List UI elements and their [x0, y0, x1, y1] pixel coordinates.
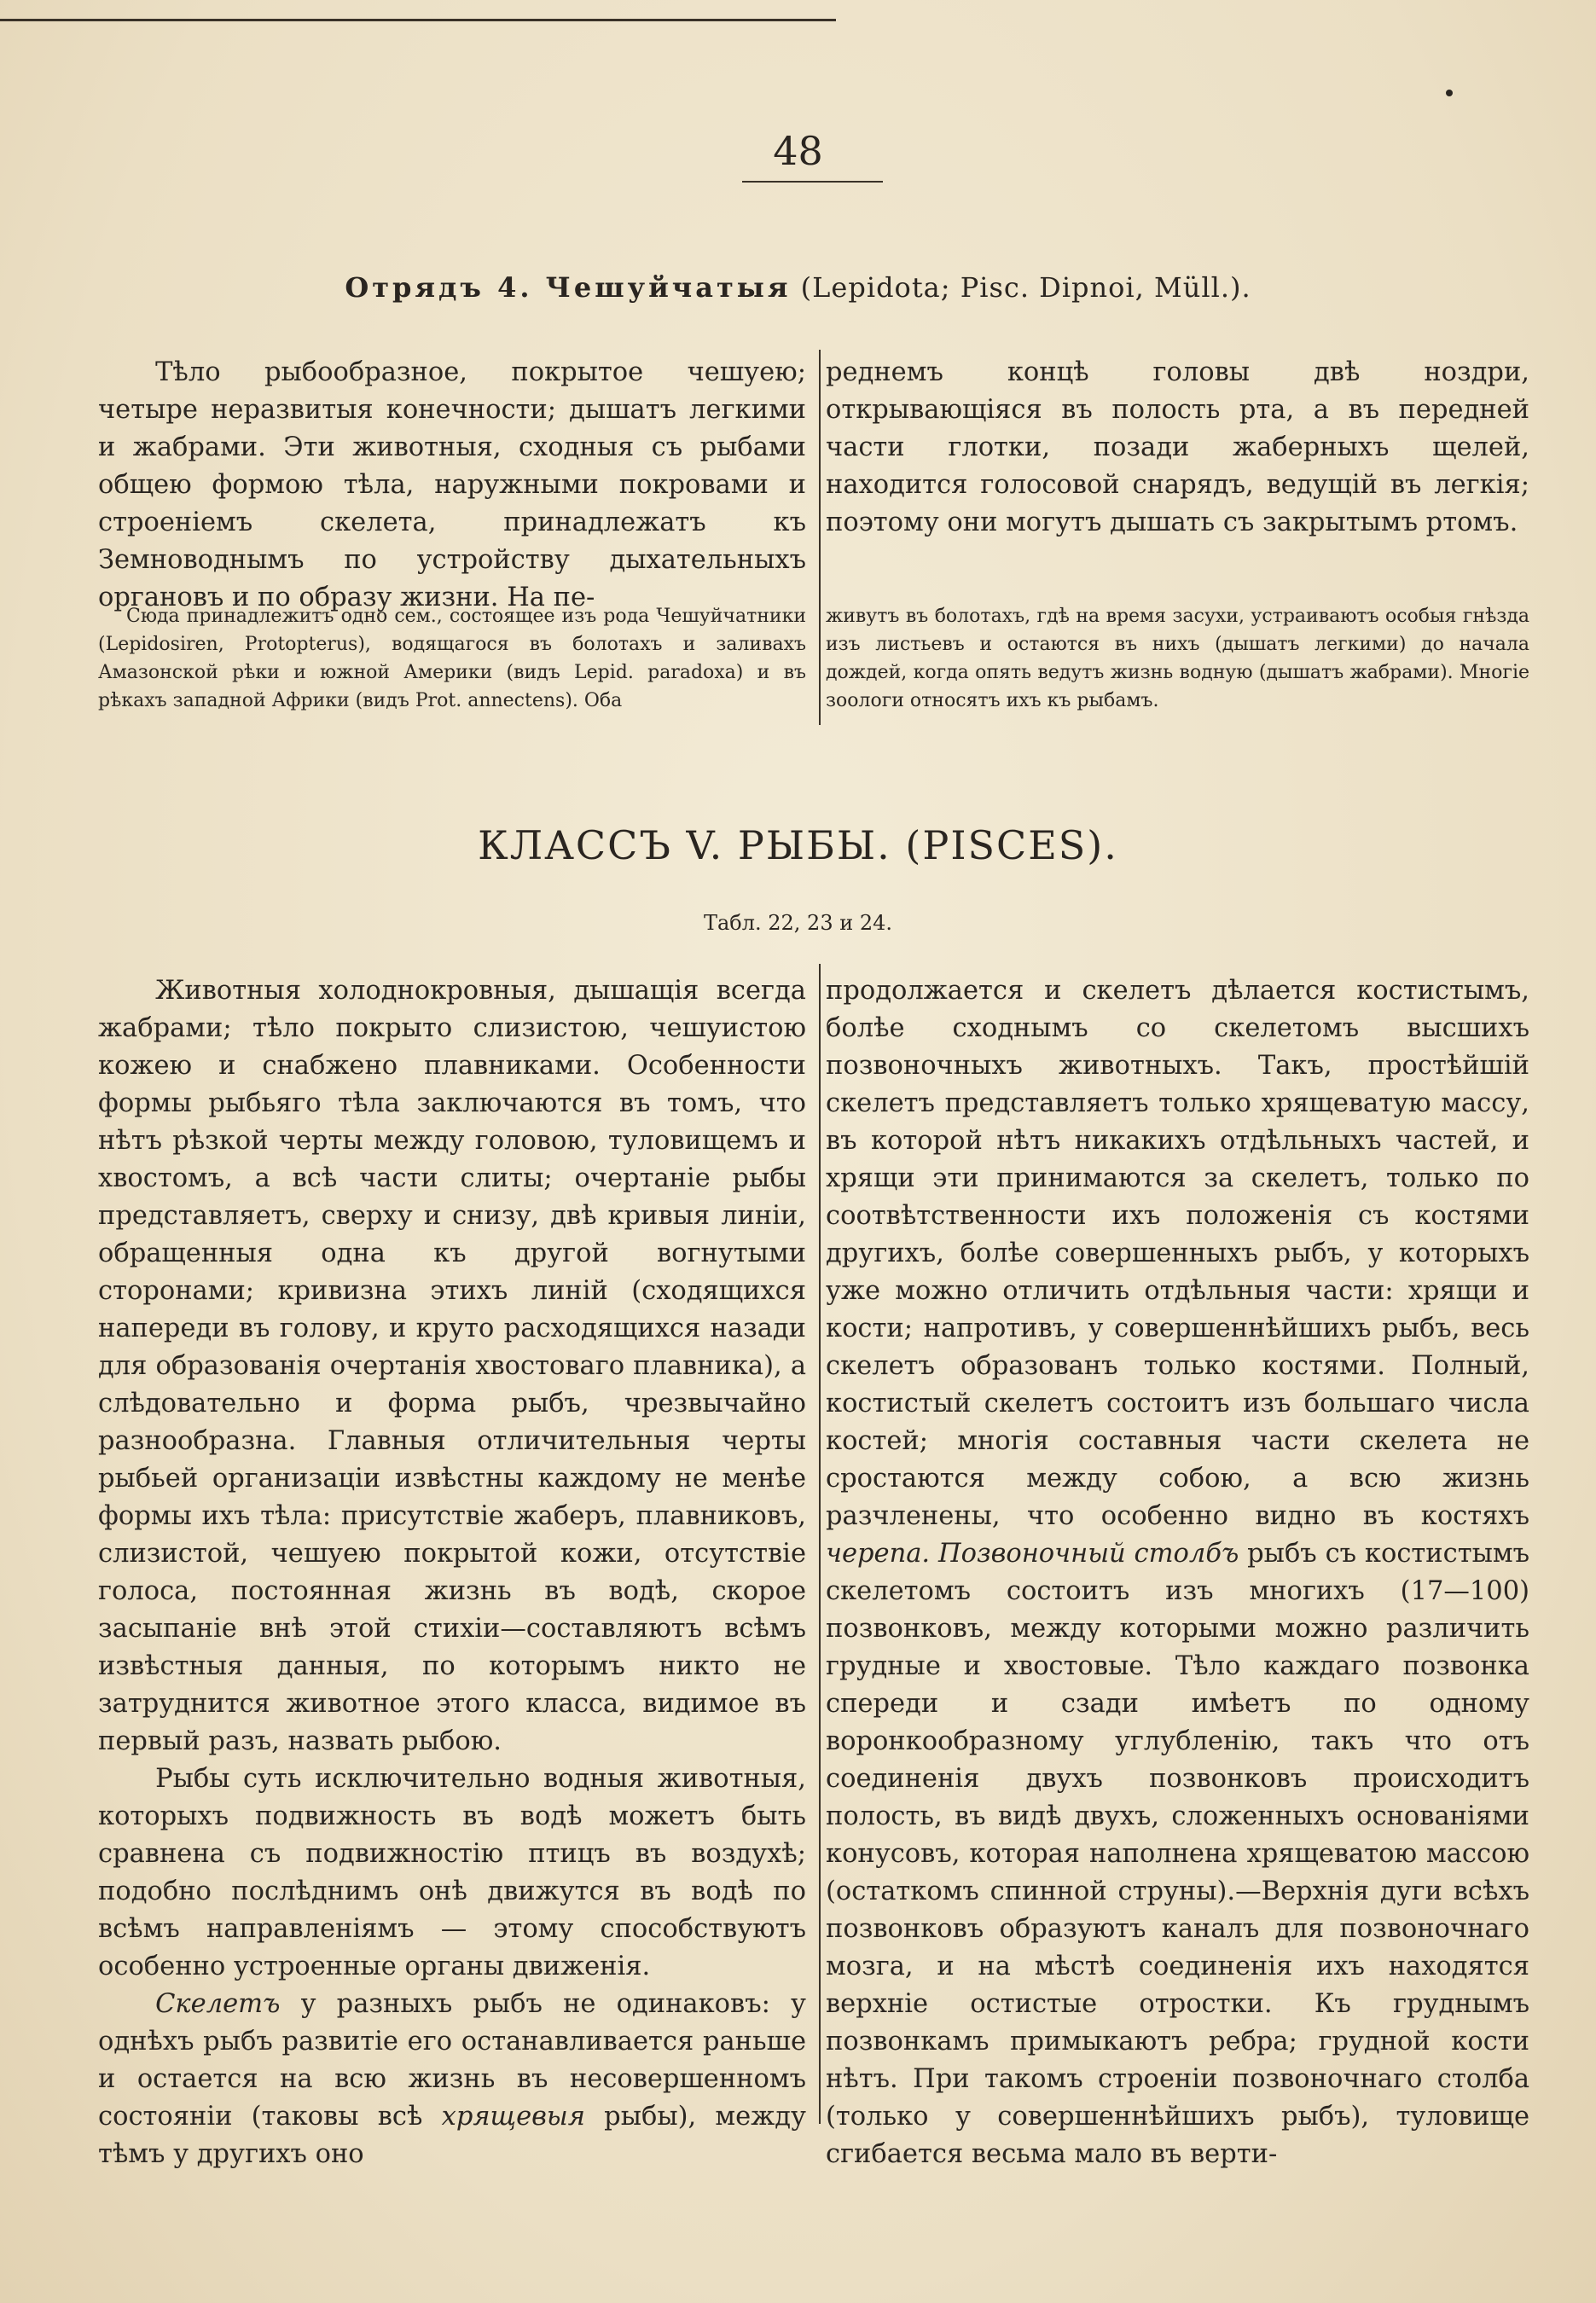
main-paragraph-1: Животныя холоднокровныя, дышащія всегда жабрами; тѣло покрыто слизистою, чешуистою кожею и снабжено плавниками. Особенности формы рыбьяго тѣла заключаются въ томъ, что нѣтъ рѣзкой черты между головою, туловищемъ и хвостомъ, а всѣ части слиты; очертаніе рыбы представляетъ, сверху и снизу, двѣ кривыя линіи, обращенныя одна къ другой вогнутыми сторонами; кривизна этихъ линій (сходящихся напереди въ голову, и круто расходящихся назади для образованія очертанія хвостоваго плавника), а слѣдовательно и форма рыбъ, чрезвычайно разнообразна. Главныя отличительныя черты рыбьей организаціи извѣстны каждому не менѣе формы ихъ тѣла: присутствіе жаберъ, плавниковъ, слизистой, чешуею покрытой кожи, отсутствіе голоса, постоянная жизнь въ водѣ, скорое засыпаніе внѣ этой стихіи—составляютъ всѣмъ извѣстныя данныя, по которымъ никто не затруднится животное этого класса, видимое въ первый разъ, назвать рыбою. — [98, 976, 806, 1756]
section-title-rest: (Lepidota; Pisc. Dipnoi, Müll.). — [791, 271, 1251, 304]
section-paragraph-left: Тѣло рыбообразное, покрытое чешуею; четыре неразвитыя конечности; дышатъ легкими и жабрами. Эти животныя, сходныя съ рыбами общею формою тѣла, наружными покровами и строеніемъ скелета, принадлежатъ къ Земноводнымъ по устройству дыхательныхъ органовъ и по образу жизни. На пе- — [98, 357, 806, 612]
section-text-left — [98, 354, 806, 617]
class-title: КЛАССЪ V. РЫБЫ. (PISCES). — [478, 822, 1118, 868]
page-number-underline — [742, 181, 883, 183]
main-paragraph-2: Рыбы суть исключительно водныя животныя, которыхъ подвижность въ водѣ можетъ быть сравнена съ подвижностію птицъ въ воздухѣ; подобно послѣднимъ онѣ движутся въ водѣ по всѣмъ направленіямъ — этому способствуютъ особенно устроенные органы движенія. — [98, 1764, 806, 1981]
skeleton-term: Скелетъ — [155, 1989, 281, 2019]
main-paragraph-3-a: у разныхъ рыбъ не одинаковъ: у однѣхъ рыбъ развитіе его останавливается раньше и остается на всю жизнь въ несовершенномъ состояніи (таковы всѣ — [98, 1989, 806, 2132]
section-title-bold: Отрядъ 4. Чешуйчатыя — [345, 271, 792, 304]
main-paragraph-right — [826, 972, 1529, 2173]
column-divider-main — [819, 964, 821, 2124]
table-reference: Табл. 22, 23 и 24. — [703, 911, 893, 935]
main-text-left — [98, 972, 806, 2173]
page-number: 48 — [773, 128, 823, 174]
section-title — [0, 271, 1596, 304]
ink-dot — [1446, 90, 1453, 96]
note-paragraph-right: живутъ въ болотахъ, гдѣ на время засухи, устраиваютъ особыя гнѣзда изъ листьевъ и остаются въ нихъ (дышатъ легкими) до начала дождей, когда опять ведутъ жизнь водную (дышатъ жабрами). Многіе зоологи относятъ ихъ къ рыбамъ. — [826, 606, 1529, 711]
section-paragraph-right: реднемъ концѣ головы двѣ ноздри, открывающіяся въ полость рта, а въ передней части глотки, позади жаберныхъ щелей, находится голосовой снарядъ, ведущій въ легкія; поэтому они могутъ дышать съ закрытымъ ртомъ. — [826, 357, 1529, 537]
cartilaginous-term: хрящевыя — [441, 2102, 585, 2132]
main-paragraph-3-b: рыбы), между тѣмъ у другихъ оно — [98, 2102, 806, 2169]
main-paragraph-right-a: продолжается и скелетъ дѣлается костистымъ, болѣе сходнымъ со скелетомъ высшихъ позвоночныхъ животныхъ. Такъ, простѣйшій скелетъ представляетъ только хрящеватую массу, въ которой нѣтъ никакихъ отдѣльныхъ частей, и хрящи эти принимаются за скелетъ, только по соотвѣтственности ихъ положенія съ костями другихъ, болѣе совершенныхъ рыбъ, у которыхъ уже можно отличить отдѣльныя части: хрящи и кости; напротивъ, у совершеннѣйшихъ рыбъ, весь скелетъ образованъ только костями. Полный, костистый скелетъ состоитъ изъ большаго числа костей; многія составныя части скелета не сростаются между собою, а всю жизнь разчленены, что особенно видно въ костяхъ — [826, 976, 1529, 1531]
section-text-right — [826, 354, 1529, 542]
main-paragraph-right-b: рыбъ съ костистымъ скелетомъ состоитъ изъ многихъ (17—100) позвонковъ, между которыми можно различить грудные и хвостовые. Тѣло каждаго позвонка спереди и сзади имѣетъ по одному воронкообразному углубленію, такъ что отъ соединенія двухъ позвонковъ происходитъ полость, въ видѣ двухъ, сложенныхъ основаніями конусовъ, которая наполнена хрящеватою массою (остаткомъ спинной струны).—Верхнія дуги всѣхъ позвонковъ образуютъ каналъ для позвоночнаго мозга, и на мѣстѣ соединенія ихъ находятся верхніе остистые отростки. Къ груднымъ позвонкамъ примыкаютъ ребра; грудной кости нѣтъ. При такомъ строеніи позвоночнаго столба (только у совершеннѣйшихъ рыбъ), туловище сгибается весьма мало въ верти- — [826, 1539, 1529, 2169]
note-paragraph-left: Сюда принадлежитъ одно сем., состоящее изъ рода Чешуйчатники (Lepidosiren, Protopterus), водящагося въ болотахъ и заливахъ Амазонской рѣки и южной Америки (видъ Lepid. paradoxa) и въ рѣкахъ западной Африки (видъ Prot. annectens). Оба — [98, 606, 806, 711]
column-divider-top — [819, 350, 821, 725]
main-paragraph-3 — [98, 1986, 806, 2173]
note-left — [98, 602, 806, 715]
main-text-right — [826, 972, 1529, 2173]
skull-spine-terms: черепа. Позвоночный столбъ — [826, 1539, 1239, 1569]
top-rule — [0, 19, 836, 21]
note-right — [826, 602, 1529, 715]
